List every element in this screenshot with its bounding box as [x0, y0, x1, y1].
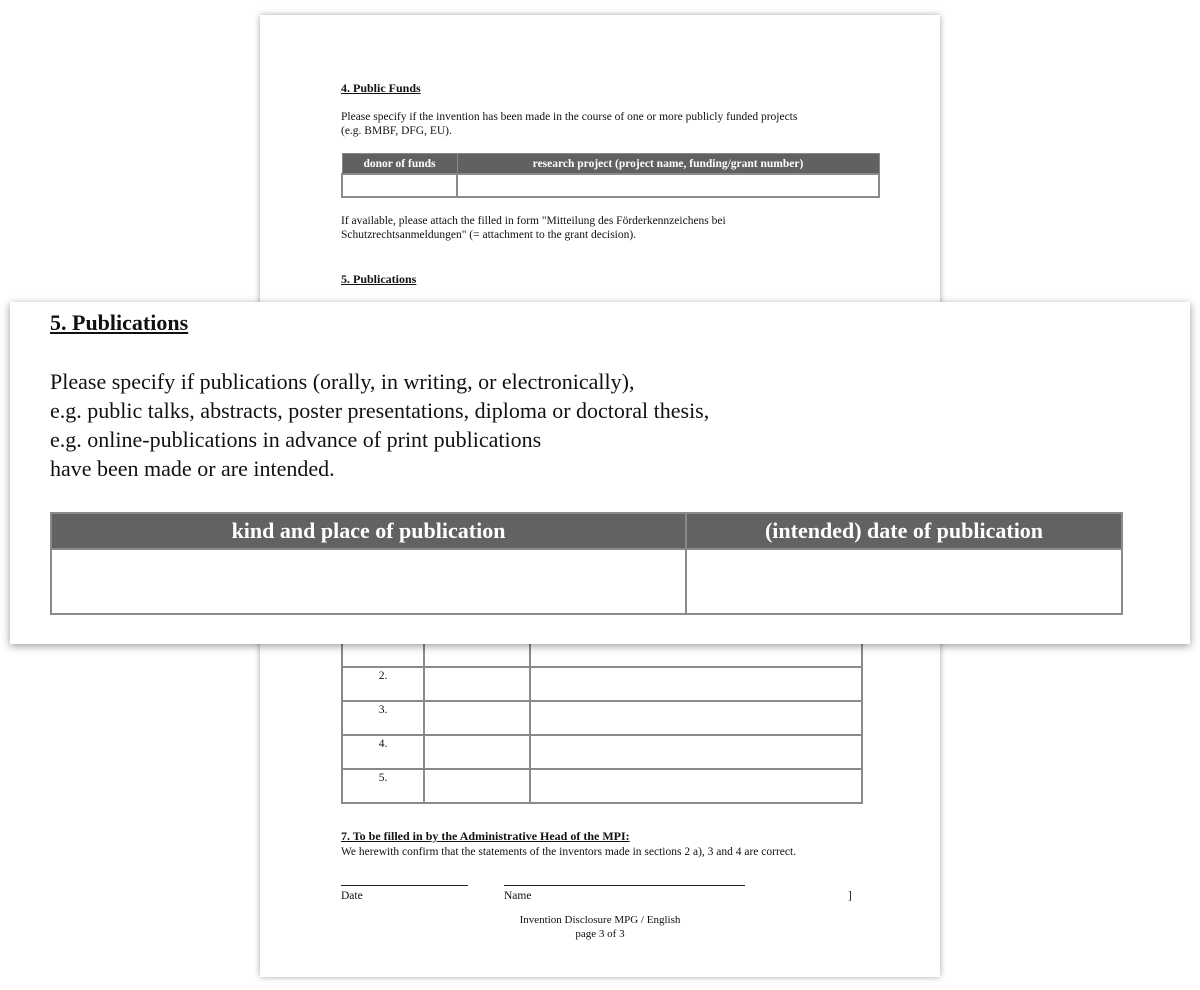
- footer-page-number: page 3 of 3: [575, 928, 625, 940]
- kind-and-place-cell[interactable]: [51, 549, 686, 614]
- date-signature-line[interactable]: [341, 885, 468, 886]
- name-label: Name: [504, 890, 532, 902]
- section-4-line-1: Please specify if the invention has been made in the course of one or more publicly funded projects: [341, 111, 798, 123]
- publications-heading: 5. Publications: [50, 310, 189, 335]
- table-cell[interactable]: [530, 701, 862, 735]
- grant-note: [341, 214, 901, 242]
- instruction-line: have been made or are intended.: [50, 456, 335, 481]
- grant-note-line-2: Schutzrechtsanmeldungen" (= attachment to the grant decision).: [341, 229, 637, 241]
- table-cell[interactable]: [530, 735, 862, 769]
- row-number: 2.: [342, 667, 424, 701]
- section-7-text: We herewith confirm that the statements of the inventors made in sections 2 a), 3 and 4 are correct.: [341, 846, 797, 858]
- instruction-line: Please specify if publications (orally, in writing, or electronically),: [50, 369, 635, 394]
- kind-and-place-header: kind and place of publication: [51, 513, 686, 549]
- research-project-cell[interactable]: [457, 174, 879, 197]
- donor-of-funds-header: donor of funds: [342, 154, 457, 175]
- section-5-heading-small: 5. Publications: [341, 272, 417, 286]
- donor-of-funds-cell[interactable]: [342, 174, 457, 197]
- footer-title: Invention Disclosure MPG / English: [519, 914, 681, 926]
- page-footer: [260, 913, 940, 941]
- table-cell[interactable]: [424, 735, 530, 769]
- date-label: Date: [341, 890, 363, 902]
- table-cell[interactable]: [424, 769, 530, 803]
- intended-date-cell[interactable]: [686, 549, 1122, 614]
- zoomed-publications-panel: [10, 302, 1190, 644]
- grant-note-line-1: If available, please attach the filled in form "Mitteilung des Förderkennzeichens bei: [341, 215, 726, 227]
- instruction-line: e.g. online-publications in advance of print publications: [50, 427, 542, 452]
- instruction-line: e.g. public talks, abstracts, poster presentations, diploma or doctoral thesis,: [50, 398, 710, 423]
- research-project-header: research project (project name, funding/grant number): [457, 154, 879, 175]
- row-number: 5.: [342, 769, 424, 803]
- section-4-line-2: (e.g. BMBF, DFG, EU).: [341, 125, 452, 137]
- publications-table: [50, 512, 1123, 615]
- inventors-table: [341, 632, 863, 804]
- table-cell[interactable]: [530, 667, 862, 701]
- bracket-mark: ]: [848, 890, 852, 902]
- section-7-heading: 7. To be filled in by the Administrative Head of the MPI:: [341, 829, 630, 843]
- row-number: 4.: [342, 735, 424, 769]
- table-cell[interactable]: [424, 667, 530, 701]
- name-signature-line[interactable]: [504, 885, 745, 886]
- table-cell[interactable]: [530, 769, 862, 803]
- section-4-heading: 4. Public Funds: [341, 81, 421, 95]
- table-cell[interactable]: [424, 701, 530, 735]
- section-4-text: [341, 110, 901, 138]
- row-number: 3.: [342, 701, 424, 735]
- publications-instructions: [50, 367, 1150, 483]
- intended-date-header: (intended) date of publication: [686, 513, 1122, 549]
- public-funds-table: [341, 153, 880, 198]
